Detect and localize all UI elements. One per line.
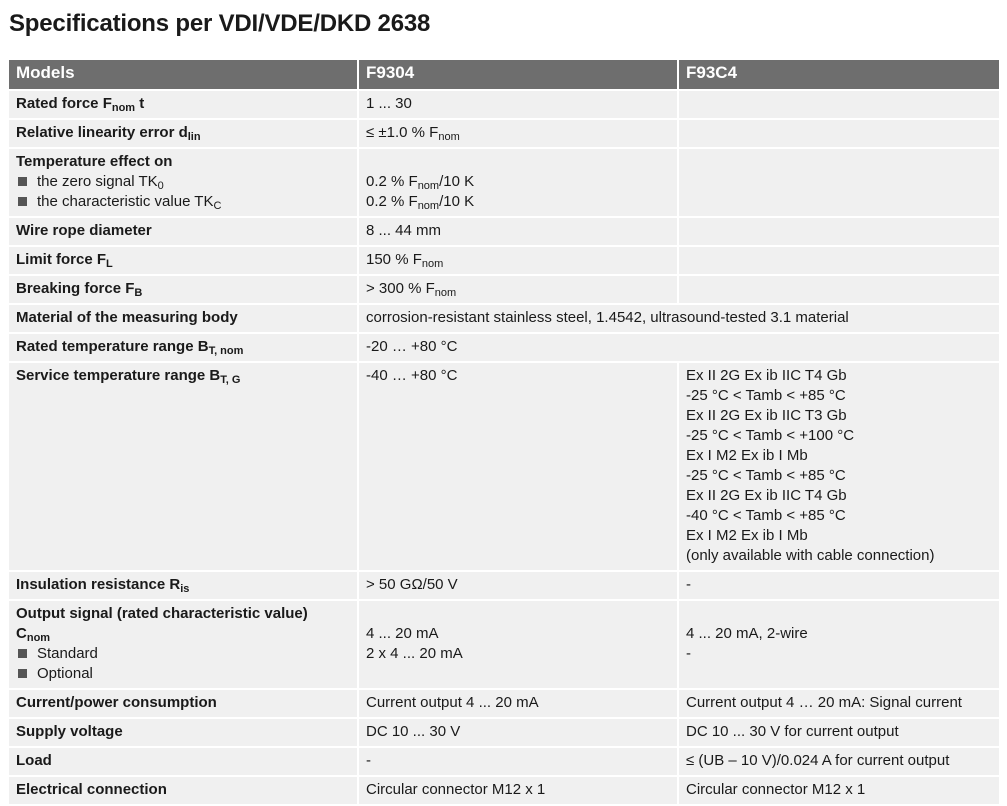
cell-f93c4 [678, 148, 999, 217]
cell-f9304: -40 … +80 °C [358, 362, 678, 571]
table-row [9, 333, 999, 362]
cell-f93c4: - [678, 571, 999, 600]
row-label: Service temperature range $B_{T, G}$ [9, 362, 358, 571]
cell-both-models: -20 … +80 °C [358, 333, 999, 362]
table-row [9, 217, 999, 246]
cell-both-models: corrosion-resistant stainless steel, 1.4542, ultrasound-tested 3.1 material [358, 304, 999, 333]
cell-f93c4: Current output 4 … 20 mA: Signal current [678, 689, 999, 718]
header-row [9, 60, 999, 90]
cell-f9304: 8 ... 44 mm [358, 217, 678, 246]
cell-f9304: Current output 4 ... 20 mA [358, 689, 678, 718]
cell-f9304: ≤ ±1.0 % $F_{nom}$ [358, 119, 678, 148]
header-f9304: F9304 [358, 60, 678, 90]
row-label: Supply voltage [9, 718, 358, 747]
table-row [9, 90, 999, 119]
cell-f9304: 4 ... 20 mA 2 x 4 ... 20 mA [358, 600, 678, 689]
row-label: Limit force $F_L$ [9, 246, 358, 275]
cell-f93c4: Circular connector M12 x 1 [678, 776, 999, 805]
row-label: Relative linearity error $d_{lin}$ [9, 119, 358, 148]
cell-f93c4 [678, 119, 999, 148]
table-row [9, 246, 999, 275]
cell-f9304: 0.2 % $F_{nom}/10$ K 0.2 % $F_{nom}/10$ K [358, 148, 678, 217]
row-label: Wire rope diameter [9, 217, 358, 246]
cell-f93c4: Ex II 2G Ex ib IIC T4 Gb -25 °C < Tamb < +85 °C Ex II 2G Ex ib IIC T3 Gb -25 °C < Tamb < +100 °C Ex I M2 Ex ib I Mb -25 °C < Tamb < +85 °C Ex II 2G Ex ib IIC T4 Gb -40 °C < Tamb < +85 °C Ex I M2 Ex ib I Mb (only available with cable connection) [678, 362, 999, 571]
cell-f9304: > 50 GΩ/50 V [358, 571, 678, 600]
cell-f9304: DC 10 ... 30 V [358, 718, 678, 747]
spec-table [9, 60, 999, 806]
row-label: Rated temperature range $B_{T, nom}$ [9, 333, 358, 362]
row-label: Electrical connection [9, 776, 358, 805]
cell-f9304: > 300 % $F_{nom}$ [358, 275, 678, 304]
table-row [9, 747, 999, 776]
cell-f9304: 1 ... 30 [358, 90, 678, 119]
row-label: Current/power consumption [9, 689, 358, 718]
table-row [9, 689, 999, 718]
row-label: Material of the measuring body [9, 304, 358, 333]
cell-f93c4 [678, 275, 999, 304]
table-row [9, 718, 999, 747]
row-label: Output signal (rated characteristic value) $C_{nom}$ Standard Optional [9, 600, 358, 689]
row-label: Temperature effect on the zero signal $TK_0$ the characteristic value $TK_C$ [9, 148, 358, 217]
row-label: Load [9, 747, 358, 776]
table-row [9, 600, 999, 689]
row-label: Insulation resistance $R_{is}$ [9, 571, 358, 600]
table-row [9, 275, 999, 304]
page-title: Specifications per VDI/VDE/DKD 2638 [9, 10, 431, 37]
bullet-square-icon [18, 649, 27, 658]
cell-f93c4 [678, 90, 999, 119]
header-models: Models [9, 60, 358, 90]
cell-f93c4 [678, 246, 999, 275]
table-row [9, 304, 999, 333]
bullet-square-icon [18, 197, 27, 206]
row-label: Rated force $F_{nom}$ t [9, 90, 358, 119]
header-f93c4: F93C4 [678, 60, 999, 90]
cell-f9304: 150 % $F_{nom}$ [358, 246, 678, 275]
table-row [9, 776, 999, 805]
row-label: Breaking force $F_B$ [9, 275, 358, 304]
table-row [9, 148, 999, 217]
cell-f93c4: 4 ... 20 mA, 2-wire - [678, 600, 999, 689]
cell-f93c4: DC 10 ... 30 V for current output [678, 718, 999, 747]
table-row [9, 362, 999, 571]
cell-f9304: - [358, 747, 678, 776]
bullet-square-icon [18, 177, 27, 186]
cell-f9304: Circular connector M12 x 1 [358, 776, 678, 805]
cell-f93c4 [678, 217, 999, 246]
cell-f93c4: ≤ (UB – 10 V)/0.024 A for current output [678, 747, 999, 776]
table-row [9, 119, 999, 148]
table-row [9, 571, 999, 600]
bullet-square-icon [18, 669, 27, 678]
